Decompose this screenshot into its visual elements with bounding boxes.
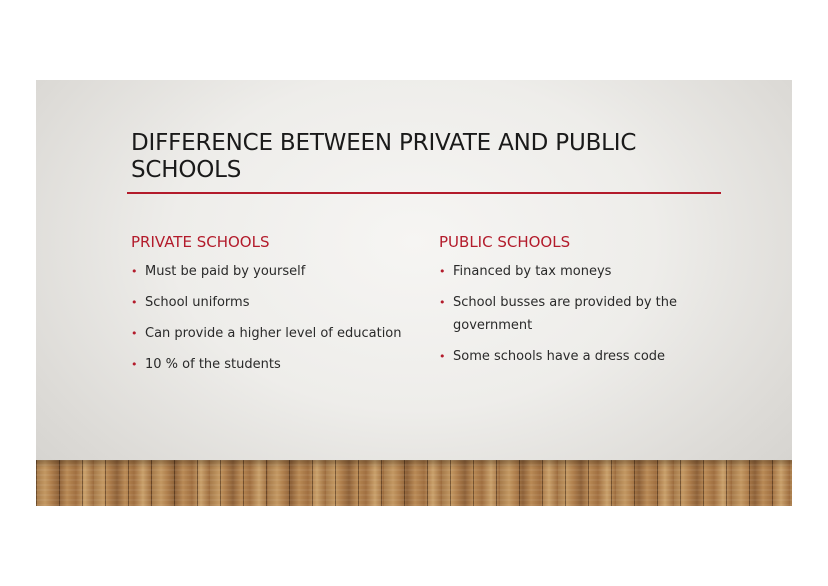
- bullet-list-public: [439, 260, 719, 368]
- slide: [36, 80, 792, 506]
- bullet-icon: •: [439, 350, 446, 363]
- bullet-text: Must be paid by yourself: [145, 264, 306, 279]
- private-schools-column: [131, 232, 431, 384]
- wood-floor-decoration: [36, 460, 792, 506]
- bullet-text: School busses are provided by the government: [453, 295, 678, 333]
- column-heading-private: PRIVATE SCHOOLS: [131, 233, 270, 251]
- bullet-icon: •: [131, 327, 138, 340]
- bullet-item: [131, 322, 431, 345]
- bullet-item: [439, 291, 719, 337]
- bullet-text: 10 % of the students: [145, 357, 281, 372]
- bullet-text: Financed by tax moneys: [453, 264, 612, 279]
- bullet-icon: •: [439, 296, 446, 309]
- bullet-icon: •: [131, 296, 138, 309]
- bullet-icon: •: [131, 358, 138, 371]
- bullet-icon: •: [439, 265, 446, 278]
- public-schools-column: [439, 232, 719, 376]
- column-heading-public: PUBLIC SCHOOLS: [439, 233, 571, 251]
- bullet-icon: •: [131, 265, 138, 278]
- bullet-item: [131, 260, 431, 283]
- bullet-item: [131, 353, 431, 376]
- bullet-item: [131, 291, 431, 314]
- bullet-item: [439, 260, 719, 283]
- slide-title: DIFFERENCE BETWEEN PRIVATE AND PUBLIC SCHOOLS: [131, 130, 637, 183]
- title-underline: [127, 192, 721, 194]
- bullet-list-private: [131, 260, 431, 376]
- bullet-text: Some schools have a dress code: [453, 349, 666, 364]
- bullet-item: [439, 345, 719, 368]
- bullet-text: School uniforms: [145, 295, 250, 310]
- bullet-text: Can provide a higher level of education: [145, 326, 402, 341]
